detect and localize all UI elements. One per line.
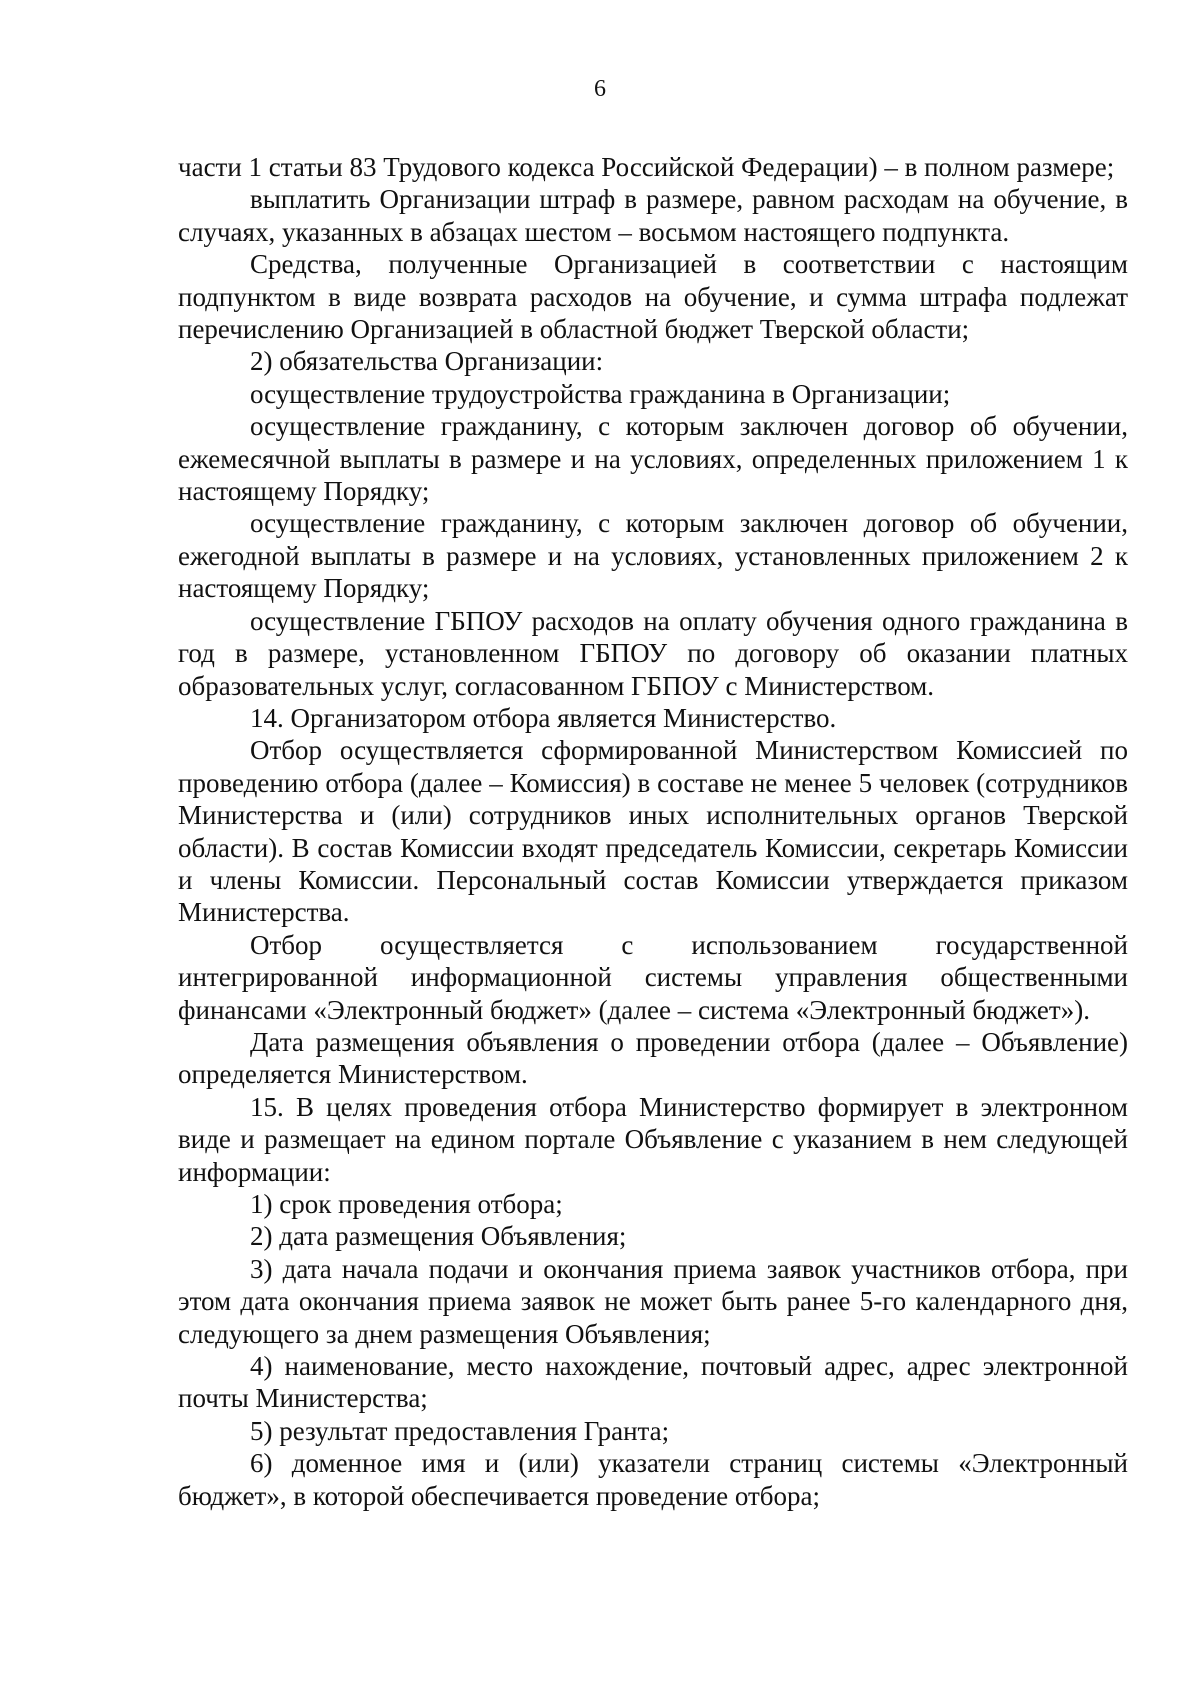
paragraph: Дата размещения объявления о проведении отбора (далее – Объявление) определяется Министерством. bbox=[178, 1026, 1128, 1090]
document-body bbox=[178, 151, 1128, 1512]
paragraph: Отбор осуществляется с использованием государственной интегрированной информационной системы управления общественными финансами «Электронный бюджет» (далее – система «Электронный бюджет»). bbox=[178, 929, 1128, 1025]
paragraph: части 1 статьи 83 Трудового кодекса Российской Федерации) – в полном размере; bbox=[178, 152, 1115, 182]
paragraph: 3) дата начала подачи и окончания приема заявок участников отбора, при этом дата окончания приема заявок не может быть ранее 5-го календарного дня, следующего за днем размещения Объявления; bbox=[178, 1253, 1128, 1349]
paragraph: осуществление трудоустройства гражданина в Организации; bbox=[250, 378, 951, 409]
paragraph: 2) обязательства Организации: bbox=[250, 346, 604, 377]
paragraph: 1) срок проведения отбора; bbox=[250, 1189, 563, 1219]
paragraph: осуществление гражданину, с которым заключен договор об обучении, ежемесячной выплаты в размере и на условиях, определенных приложением 1 к настоящему Порядку; bbox=[178, 411, 1128, 507]
paragraph: 5) результат предоставления Гранта; bbox=[250, 1415, 670, 1446]
paragraph: осуществление ГБПОУ расходов на оплату обучения одного гражданина в год в размере, установленном ГБПОУ по договору об оказании платных образовательных услуг, согласованном ГБПОУ с Министерством. bbox=[178, 605, 1128, 701]
paragraph: 2) дата размещения Объявления; bbox=[250, 1221, 627, 1252]
paragraph: выплатить Организации штраф в размере, равном расходам на обучение, в случаях, указанных в абзацах шестом – восьмом настоящего подпункта. bbox=[178, 184, 1128, 247]
paragraph: осуществление гражданину, с которым заключен договор об обучении, ежегодной выплаты в размере и на условиях, установленных приложением 2 к настоящему Порядку; bbox=[178, 508, 1128, 604]
paragraph: Отбор осуществляется сформированной Министерством Комиссией по проведению отбора (далее – Комиссия) в составе не менее 5 человек (сотрудников Министерства и (или) сотрудников иных исполнительных органов Тверской области). В состав Комиссии входят председатель Комиссии, секретарь Комиссии и члены Комиссии. Персональный состав Комиссии утверждается приказом Министерства. bbox=[178, 735, 1128, 928]
paragraph: 6) доменное имя и (или) указатели страниц системы «Электронный бюджет», в которой обеспечивается проведение отбора; bbox=[178, 1448, 1128, 1511]
page-number: 6 bbox=[594, 76, 606, 102]
paragraph: 4) наименование, место нахождение, почтовый адрес, адрес электронной почты Министерства; bbox=[178, 1351, 1128, 1414]
paragraph: 15. В целях проведения отбора Министерство формирует в электронном виде и размещает на едином портале Объявление с указанием в нем следующей информации: bbox=[178, 1091, 1128, 1187]
paragraph: 14. Организатором отбора является Министерство. bbox=[250, 702, 837, 733]
paragraph: Средства, полученные Организацией в соответствии с настоящим подпунктом в виде возврата расходов на обучение, и сумма штрафа подлежат перечислению Организацией в областной бюджет Тверской области; bbox=[178, 249, 1128, 345]
